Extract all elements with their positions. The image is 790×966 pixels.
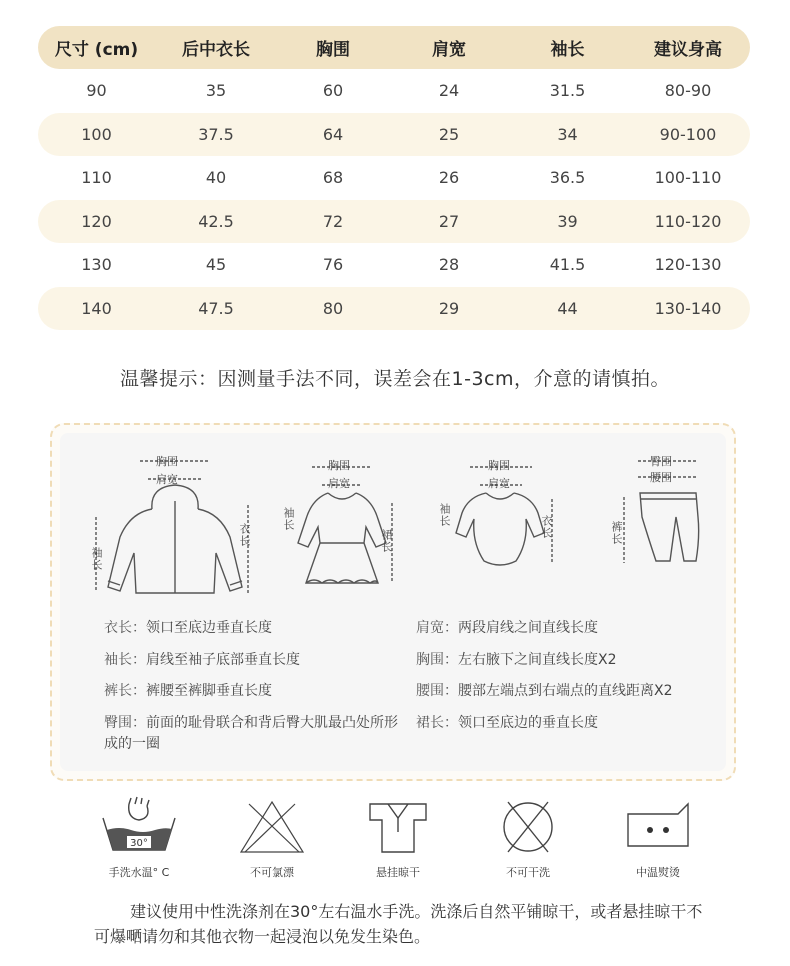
table-cell: 24: [438, 81, 460, 101]
table-cell: 72: [322, 211, 344, 231]
definition-key: 肩宽：: [416, 620, 458, 636]
romper-length-label: 衣长: [540, 515, 553, 539]
table-row: [38, 69, 750, 113]
header-cell: 后中衣长: [182, 40, 250, 60]
care-label: 不可氯漂: [250, 866, 294, 879]
table-cell: 27: [438, 211, 460, 231]
dress-figure: [282, 459, 396, 593]
definition-text: 前面的耻骨联合和背后臀大肌最凸处所形成的一圈: [104, 715, 398, 752]
table-cell: 120-130: [654, 255, 722, 275]
pants-figure: [610, 455, 706, 577]
header-cell: 建议身高: [654, 40, 722, 60]
definition-text: 两段肩线之间直线长度: [458, 620, 598, 636]
table-cell: 110-120: [654, 211, 722, 231]
jacket-figure: [90, 457, 255, 602]
table-cell: 80-90: [664, 81, 712, 101]
table-row: [38, 243, 750, 287]
table-cell: 100: [81, 124, 112, 144]
definition-text: 腰部左端点到右端点的直线距离X2: [458, 683, 673, 699]
table-row: [38, 287, 750, 331]
table-row: [38, 113, 750, 157]
definition-text: 领口至底边的垂直长度: [458, 715, 598, 731]
definition-key: 胸围：: [416, 652, 458, 668]
table-cell: 39: [557, 211, 578, 231]
table-cell: 28: [438, 255, 460, 275]
table-cell: 25: [438, 124, 460, 144]
definition-item: [416, 713, 716, 734]
measurement-panel: [50, 423, 736, 781]
header-cell: 尺寸 (cm): [54, 40, 139, 60]
care-no-dry-clean: [488, 796, 568, 880]
table-cell: 80: [322, 298, 344, 318]
table-cell: 68: [322, 168, 344, 188]
dress-shoulder-label: 肩宽: [328, 477, 350, 490]
table-cell: 90: [86, 81, 107, 101]
table-cell: 37.5: [198, 124, 234, 144]
definition-text: 左右腋下之间直线长度X2: [458, 652, 617, 668]
definition-item: [104, 681, 404, 702]
dress-chest-label: 胸围: [328, 459, 350, 472]
no-bleach-icon: [237, 796, 307, 856]
definition-item: [416, 681, 726, 702]
definition-key: 裙长：: [416, 715, 458, 731]
definition-key: 臀围：: [104, 715, 146, 731]
care-hand-wash: [94, 796, 184, 880]
pants-hip-label: 臀围: [650, 455, 672, 468]
table-cell: 44: [557, 298, 578, 318]
measurement-panel-inner: [60, 433, 726, 771]
header-cell: 胸围: [316, 40, 350, 60]
header-cell: 肩宽: [432, 40, 466, 60]
definition-key: 腰围：: [416, 683, 458, 699]
definition-item: [104, 713, 404, 755]
table-cell: 31.5: [549, 81, 586, 101]
hand-wash-icon: [99, 796, 179, 856]
table-cell: 130-140: [654, 298, 722, 318]
table-cell: 29: [438, 298, 460, 318]
table-cell: 110: [81, 168, 112, 188]
no-dry-clean-icon: [496, 796, 560, 856]
jacket-length-label: 衣长: [238, 523, 251, 547]
table-cell: 40: [205, 168, 227, 188]
table-cell: 130: [81, 255, 112, 275]
jacket-chest-label: 胸围: [156, 455, 178, 468]
romper-sleeve-label: 袖长: [438, 503, 451, 527]
romper-chest-label: 胸围: [488, 459, 510, 472]
care-medium-iron: [618, 796, 698, 880]
table-cell: 34: [557, 124, 578, 144]
care-hang-dry: [358, 796, 438, 880]
care-note: [94, 899, 714, 949]
table-cell: 26: [438, 168, 460, 188]
table-row: [38, 156, 750, 200]
size-table: [38, 26, 750, 330]
dress-sleeve-label: 袖长: [282, 507, 295, 531]
table-cell: 42.5: [198, 211, 234, 231]
definition-text: 裤腰至裤脚垂直长度: [146, 683, 272, 699]
definition-item: [104, 618, 404, 639]
table-cell: 120: [81, 211, 112, 231]
table-cell: 100-110: [654, 168, 722, 188]
table-header: [38, 26, 750, 69]
hang-dry-icon: [362, 796, 434, 856]
table-cell: 140: [81, 298, 112, 318]
jacket-sleeve-label: 袖长: [90, 547, 103, 571]
pants-length-label: 裤长: [610, 521, 623, 545]
definition-item: [416, 650, 716, 671]
temp-text: 30°: [130, 838, 148, 849]
table-cell: 47.5: [198, 298, 234, 318]
definition-key: 衣长：: [104, 620, 146, 636]
care-note-text: 建议使用中性洗涤剂在30°左右温水手洗。洗涤后自然平铺晾干，或者悬挂晾干不可爆嗮请勿和其他衣物一起浸泡以免发生染色。: [94, 902, 703, 946]
care-label: 手洗水温° C: [108, 866, 170, 879]
definition-item: [416, 618, 716, 639]
romper-shoulder-label: 肩宽: [488, 477, 510, 490]
care-label: 悬挂晾干: [376, 866, 420, 879]
measurement-tip: 温馨提示：因测量手法不同，误差会在1-3cm，介意的请慎拍。: [120, 368, 670, 390]
iron-icon: [622, 796, 694, 856]
care-no-bleach: [232, 796, 312, 880]
pants-waist-label: 腰围: [650, 471, 672, 484]
table-cell: 36.5: [549, 168, 586, 188]
romper-figure: [438, 459, 560, 573]
table-cell: 60: [322, 81, 344, 101]
definition-item: [104, 650, 404, 671]
definition-key: 袖长：: [104, 652, 146, 668]
jacket-shoulder-label: 肩宽: [156, 473, 178, 486]
header-cell: 袖长: [550, 40, 585, 60]
care-label: 不可干洗: [506, 866, 550, 879]
definition-text: 肩线至袖子底部垂直长度: [146, 652, 300, 668]
table-row: [38, 200, 750, 244]
table-cell: 41.5: [549, 255, 586, 275]
care-label: 中温熨烫: [636, 866, 680, 879]
table-cell: 64: [322, 124, 344, 144]
table-cell: 45: [205, 255, 227, 275]
definition-text: 领口至底边垂直长度: [146, 620, 272, 636]
definition-key: 裤长：: [104, 683, 146, 699]
table-cell: 76: [322, 255, 344, 275]
table-cell: 35: [205, 81, 227, 101]
table-cell: 90-100: [659, 124, 717, 144]
dress-length-label: 裙长: [380, 529, 393, 553]
